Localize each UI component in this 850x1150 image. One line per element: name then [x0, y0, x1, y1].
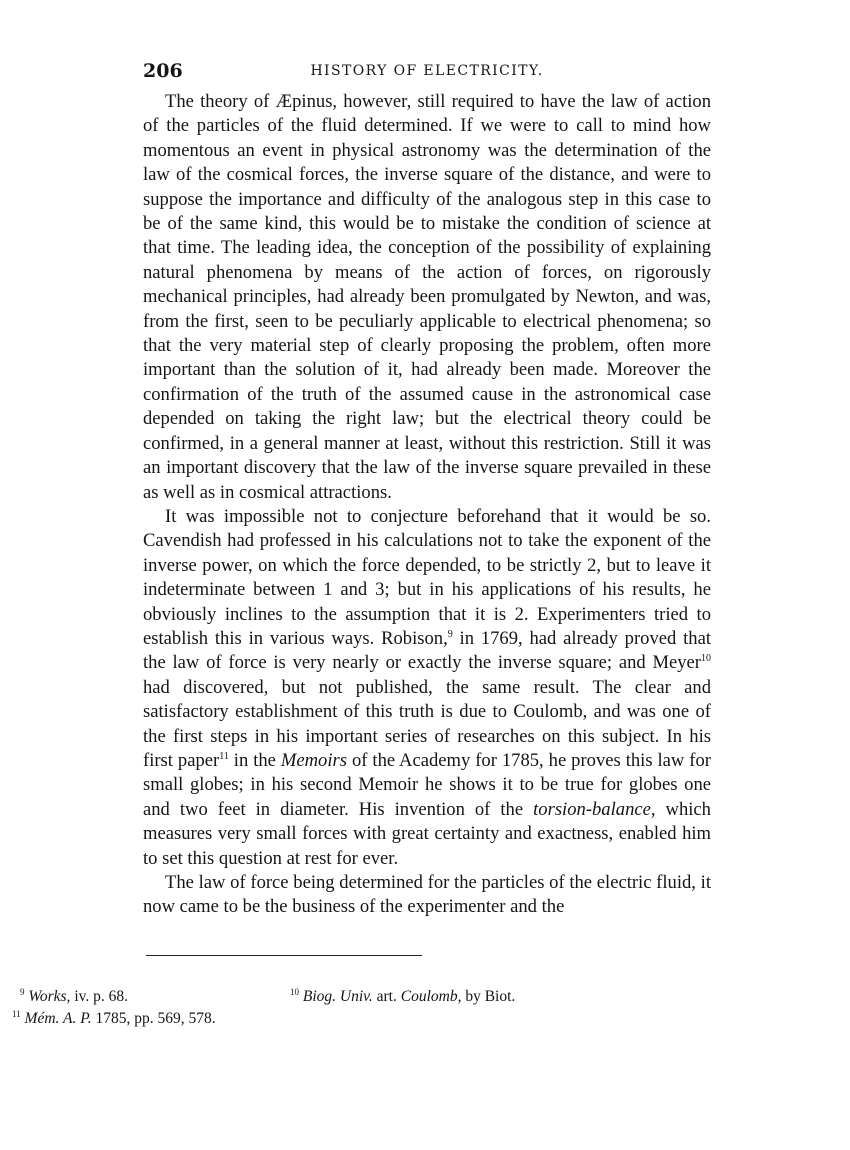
footnote-divider — [146, 955, 422, 956]
footnote-9-number: 9 — [20, 987, 25, 997]
running-head: HISTORY OF ELECTRICITY. — [310, 63, 544, 79]
memoirs-italic: Memoirs — [280, 749, 347, 771]
footnote-10-title: Biog. Univ. — [302, 988, 373, 1005]
paragraph-2 — [143, 505, 711, 871]
torsion-balance-italic: torsion-balance — [533, 798, 651, 820]
body-text — [143, 90, 711, 920]
page-header — [143, 58, 711, 90]
footnote-ref-10: 10 — [701, 653, 711, 665]
footnote-9-text: iv. p. 68. — [70, 988, 128, 1005]
paragraph-2-text-c: had discovered, but not published, the same result. The clear and satisfactory establishment of this truth is due to Coulomb, and was one of the first steps in his important series of researches on this subject. In his first paper — [143, 676, 711, 771]
paragraph-2-text-f: , which measures very small forces with great certainty and exactness, enabled him to set this question at rest for ever. — [143, 798, 711, 869]
paragraph-2-text-b: in 1769, had already proved that the law of force is very nearly or exactly the inverse square; and Meyer — [143, 627, 711, 674]
footnote-9 — [20, 986, 128, 1008]
paragraph-2-text-d: in the — [228, 749, 281, 771]
paragraph-2-text-a: It was impossible not to conjecture beforehand that it would be so. Cavendish had professed in his calculations not to take the exponent of the inverse power, on which the force depended, to be strictly 2, but to leave it indeterminate between 1 and 3; but in his applications of his results, he obviously inclines to the assumption that it is 2. Experimenters tried to establish this in various ways. Robison, — [143, 505, 711, 649]
footnote-11 — [12, 1008, 216, 1030]
page-number: 206 — [143, 60, 183, 82]
footnote-ref-11: 11 — [219, 750, 229, 762]
footnote-11-title: Mém. A. P. — [24, 1010, 92, 1027]
footnote-ref-9: 9 — [447, 628, 453, 640]
book-page — [143, 58, 711, 920]
paragraph-2-text-e: of the Academy for 1785, he proves this law for small globes; in his second Memoir he shows it to be true for globes one and two feet in diameter. His invention of the — [143, 749, 711, 820]
footnote-11-number: 11 — [12, 1009, 21, 1019]
paragraph-1: The theory of Æpinus, however, still required to have the law of action of the particles of the fluid determined. If we were to call to mind how momentous an event in physical astronomy was the determination of the law of the cosmical forces, the inverse square of the distance, and were to suppose the importance and difficulty of the analogous step in this case to be of the same kind, this would be to mistake the condition of science at that time. The leading idea, the conception of the possibility of explaining natural phenomena by means of the action of forces, on rigorously mechanical principles, had already been promulgated by Newton, and was, from the first, seen to be peculiarly applicable to electrical phenomena; so that the very material step of clearly proposing the problem, often more important than the solution of it, had already been made. Moreover the confirmation of the truth of the assumed cause in the astronomical case depended on taking the right law; but the electrical theory could be confirmed, in a general manner at least, without this restriction. Still it was an important discovery that the law of the inverse square prevailed in these as well as in cosmical attractions. — [143, 91, 711, 503]
footnote-10-mid: art. — [372, 988, 401, 1005]
footnote-10 — [290, 986, 515, 1008]
footnote-10-article: Coulomb, — [400, 988, 462, 1005]
footnote-10-number: 10 — [290, 987, 299, 997]
footnote-9-title: Works, — [28, 988, 71, 1005]
footnote-11-text: 1785, pp. 569, 578. — [91, 1010, 216, 1027]
footnote-10-text: by Biot. — [461, 988, 516, 1005]
paragraph-3: The law of force being determined for the particles of the electric fluid, it now came to be the business of the experimenter and the — [143, 872, 711, 918]
